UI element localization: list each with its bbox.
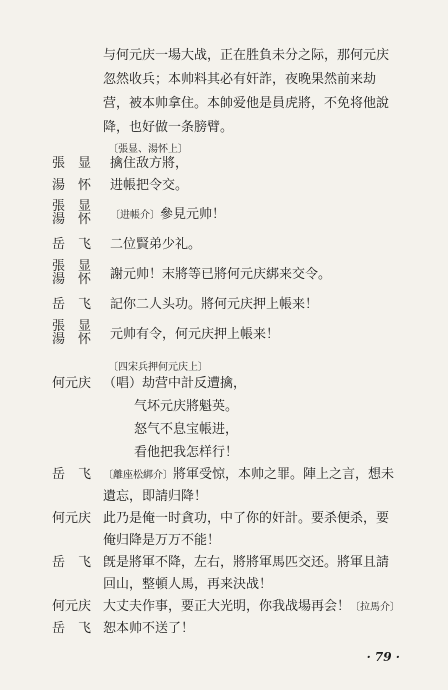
speaker-name: 湯 怀 bbox=[52, 272, 92, 287]
speaker-name: 何元庆 bbox=[52, 511, 92, 526]
dialogue-line: 回山，整頓人馬，再来決战！ bbox=[103, 577, 273, 592]
dialogue-text: 將軍受惊，本帅之罪。陣上之言，想未 bbox=[173, 467, 395, 482]
speaker-name: 張 显 bbox=[52, 319, 92, 334]
dialogue-line: 元帅有令，何元庆押上帳来！ bbox=[110, 327, 280, 342]
speaker-pair bbox=[52, 200, 108, 226]
speaker-name: 湯 怀 bbox=[52, 212, 92, 227]
song-line-4: 看他把我怎样行！ bbox=[134, 445, 239, 460]
speaker-name: 湯 怀 bbox=[52, 332, 92, 347]
speaker-name: 岳 飞 bbox=[52, 555, 92, 570]
stage-direction: 〔離座松綁介〕 bbox=[103, 470, 173, 481]
dialogue-line: 擒住敌方將， bbox=[110, 156, 189, 171]
narration-line-2: 忽然收兵；本帅料其必有奸詐，夜晚果然前来劫 bbox=[103, 72, 377, 87]
narration-line-3: 营，被本帅拿住。本帥爱他是員虎將，不免将他說 bbox=[103, 96, 390, 111]
speaker-name: 張 显 bbox=[52, 259, 92, 274]
speaker-name: 張 显 bbox=[52, 156, 92, 171]
speaker-pair bbox=[52, 320, 108, 346]
narration-line-4: 降，也好做一条膀臂。 bbox=[103, 120, 234, 135]
speaker-name: 何元庆 bbox=[52, 376, 92, 391]
stage-direction: 〔四宋兵押何元庆上〕 bbox=[108, 362, 208, 373]
dialogue-text: 大丈夫作事，要正大光明，你我战場再会！ bbox=[103, 599, 351, 614]
dialogue-text: 參見元帅！ bbox=[160, 207, 226, 222]
song-line-2: 气坏元庆將魁英。 bbox=[134, 399, 239, 414]
speaker-name: 何元庆 bbox=[52, 599, 92, 614]
dialogue-line bbox=[103, 467, 394, 484]
dialogue-line: 二位賢弟少礼。 bbox=[110, 237, 202, 252]
stage-direction: 〔进帳介〕 bbox=[110, 210, 160, 221]
dialogue-line: 謝元帅！末將等已將何元庆綁来交令。 bbox=[110, 267, 332, 282]
dialogue-line: 遺忘，即請归降！ bbox=[103, 489, 208, 504]
speaker-name: 張 显 bbox=[52, 199, 92, 214]
song-line-1: （唱）劫营中計反遭擒， bbox=[103, 376, 247, 391]
speaker-pair bbox=[52, 260, 108, 286]
stage-direction: 〔拉馬介〕 bbox=[350, 602, 401, 613]
song-line-3: 怒气不息宝帳进， bbox=[134, 422, 239, 437]
stage-direction: 〔張显、湯怀上〕 bbox=[108, 144, 188, 155]
dialogue-line: 旣是將軍不降，左右，將將軍馬匹交还。將軍且請 bbox=[103, 555, 390, 570]
speaker-name: 岳 飞 bbox=[52, 237, 92, 252]
speaker-name: 湯 怀 bbox=[52, 178, 92, 193]
dialogue-line: 俺归降是万万不能！ bbox=[103, 533, 221, 548]
narration-line-1: 与何元庆一場大战，正在胜負未分之际，那何元庆 bbox=[103, 48, 390, 63]
speaker-name: 岳 飞 bbox=[52, 467, 92, 482]
dialogue-line: 恕本帅不送了！ bbox=[103, 621, 195, 636]
dialogue-line: 进帳把令交。 bbox=[110, 178, 189, 193]
dialogue-line: 記你二人头功。將何元庆押上帳来！ bbox=[110, 297, 319, 312]
page-number: · 79 · bbox=[366, 650, 400, 664]
dialogue-line: 此乃是俺一时貪功，中了你的奸計。要杀便杀，要 bbox=[103, 511, 390, 526]
speaker-name: 岳 飞 bbox=[52, 297, 92, 312]
dialogue-line bbox=[110, 207, 225, 224]
speaker-name: 岳 飞 bbox=[52, 621, 92, 636]
dialogue-line bbox=[103, 599, 400, 616]
